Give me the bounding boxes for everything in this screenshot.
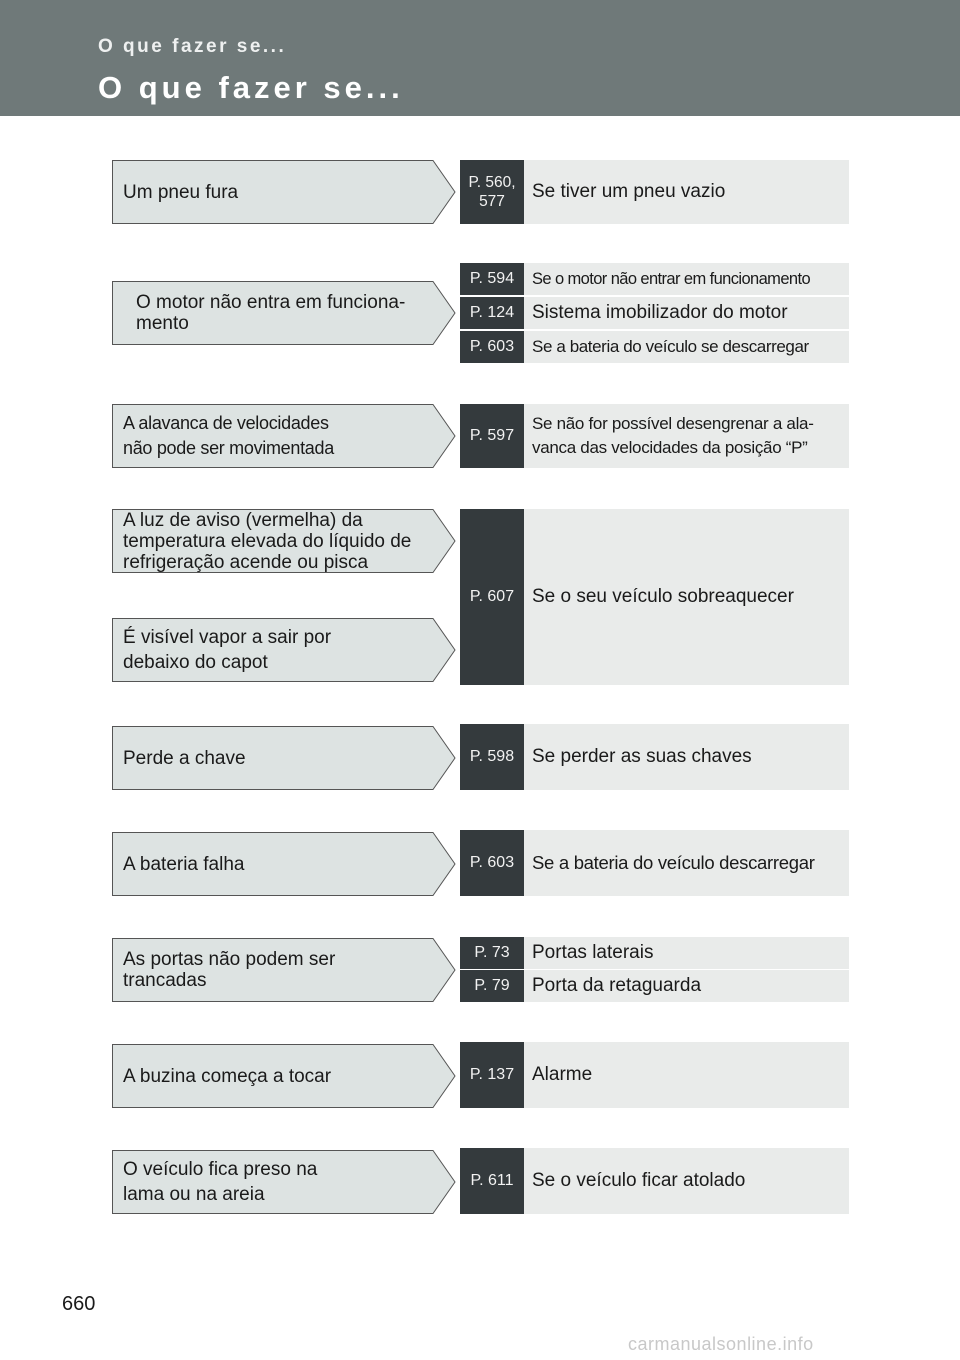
situation-text: A alavanca de velocidades não pode ser movimentada	[123, 413, 334, 458]
situation-text: A bateria falha	[123, 853, 245, 875]
situation-box	[112, 938, 456, 1002]
situation-text: A luz de aviso (vermelha) da temperatura elevada do líquido de refrigeração acende ou pisca	[123, 509, 412, 573]
page-reference[interactable]: P. 603	[460, 331, 524, 363]
reference-item[interactable]	[460, 937, 849, 969]
reference-item[interactable]	[460, 830, 849, 896]
situation-text: As portas não podem ser trancadas	[123, 949, 336, 991]
page-title: O que fazer se...	[98, 70, 404, 105]
reference-item[interactable]	[460, 297, 849, 329]
page-reference[interactable]: P. 597	[460, 404, 524, 468]
reference-text: Se o motor não entrar em funcionamento	[524, 263, 849, 295]
situation-box	[112, 832, 456, 896]
reference-item[interactable]	[460, 1042, 849, 1108]
situation-text: Um pneu fura	[123, 181, 239, 203]
situation-text: O veículo fica preso na lama ou na areia	[123, 1159, 318, 1205]
reference-text: Porta da retaguarda	[524, 970, 849, 1002]
situation-box	[112, 1150, 456, 1214]
situation-box	[112, 160, 456, 224]
reference-text: Sistema imobilizador do motor	[524, 297, 849, 329]
page-reference[interactable]: P. 137	[460, 1042, 524, 1108]
reference-text: Se a bateria do veículo se descarregar	[524, 331, 849, 363]
reference-text: Se tiver um pneu vazio	[524, 160, 849, 224]
situation-box	[112, 726, 456, 790]
section-subtitle: O que fazer se...	[98, 36, 287, 57]
reference-item[interactable]	[460, 404, 849, 468]
page-reference[interactable]: P. 124	[460, 297, 524, 329]
page-reference[interactable]: P. 611	[460, 1148, 524, 1214]
reference-item[interactable]	[460, 509, 849, 685]
situation-box	[112, 509, 456, 573]
page-number: 660	[62, 1293, 96, 1315]
watermark: carmanualsonline.info	[628, 1334, 814, 1354]
reference-item[interactable]	[460, 160, 849, 224]
page-reference[interactable]: P. 73	[460, 937, 524, 969]
situation-box	[112, 618, 456, 682]
page-reference[interactable]: P. 594	[460, 263, 524, 295]
reference-text: Se a bateria do veículo descarregar	[524, 830, 849, 896]
page-reference[interactable]: P. 598	[460, 724, 524, 790]
page-reference[interactable]: P. 560, 577	[460, 160, 524, 224]
reference-text: Alarme	[524, 1042, 849, 1108]
reference-item[interactable]	[460, 1148, 849, 1214]
situation-text: O motor não entra em funciona- mento	[136, 292, 406, 334]
situation-text: Perde a chave	[123, 747, 246, 769]
reference-text: Portas laterais	[524, 937, 849, 969]
reference-text: Se o veículo ficar atolado	[524, 1148, 849, 1214]
page-header	[0, 0, 960, 116]
page-reference[interactable]: P. 607	[460, 509, 524, 685]
reference-item[interactable]	[460, 970, 849, 1002]
situation-text: É visível vapor a sair por debaixo do capot	[123, 627, 332, 673]
reference-text: Se não for possível desengrenar a ala- vanca das velocidades da posição “P”	[524, 404, 849, 468]
page-reference[interactable]: P. 603	[460, 830, 524, 896]
reference-item[interactable]	[460, 263, 849, 295]
situation-box	[112, 404, 456, 468]
situation-text: A buzina começa a tocar	[123, 1065, 332, 1087]
situation-box	[112, 281, 456, 345]
reference-text: Se perder as suas chaves	[524, 724, 849, 790]
reference-text: Se o seu veículo sobreaquecer	[524, 509, 849, 685]
page-reference[interactable]: P. 79	[460, 970, 524, 1002]
situation-box	[112, 1044, 456, 1108]
reference-item[interactable]	[460, 724, 849, 790]
reference-item[interactable]	[460, 331, 849, 363]
